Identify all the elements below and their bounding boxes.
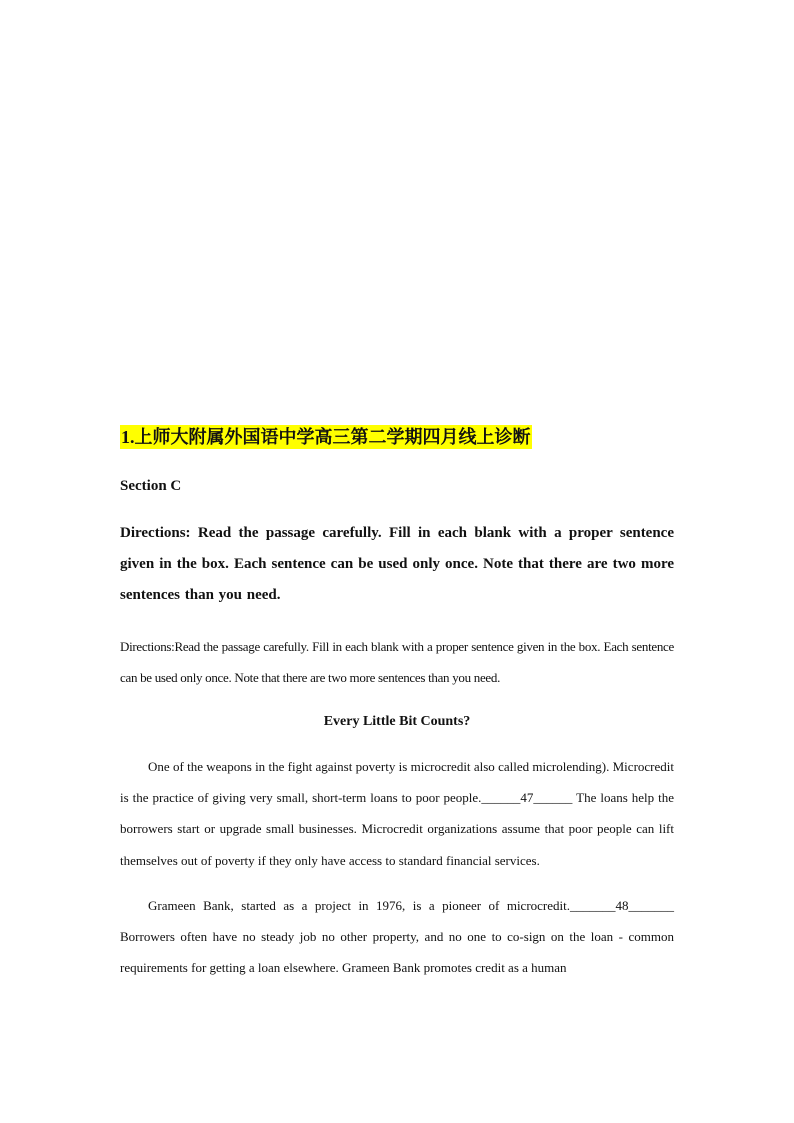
exam-heading bbox=[120, 422, 674, 452]
passage-paragraph-2 bbox=[120, 890, 674, 984]
passage-paragraph-1 bbox=[120, 751, 674, 876]
answer-blank-48: _______48_______ bbox=[570, 897, 674, 913]
paragraph-text: The loans help the borrowers start or upgrade small businesses. Microcredit organizations assume that poor people can lift themselves out of poverty if they only have access to standard financial services. bbox=[120, 790, 675, 868]
answer-blank-47: ______47______ bbox=[481, 790, 573, 806]
heading-highlight: 1.上师大附属外国语中学高三第二学期四月线上诊断 bbox=[121, 427, 531, 447]
paragraph-text: Borrowers often have no steady job no other property, and no one to co-sign on the loan - common requirements for getting a loan elsewhere. Grameen Bank promotes credit as a human bbox=[120, 929, 674, 976]
passage-title: Every Little Bit Counts? bbox=[323, 714, 471, 729]
directions-plain: Directions:Read the passage carefully. Fill in each blank with a proper sentence given in the box. Each sentence can be used only once. Note that there are two more sentences than you need. bbox=[120, 639, 674, 685]
document-page bbox=[120, 422, 674, 983]
section-label: Section C bbox=[120, 478, 182, 494]
directions-bold: Directions: Read the passage carefully. Fill in each blank with a proper sentence given in the box. Each sentence can be used only once. Note that there are two more sentences than you need. bbox=[120, 525, 674, 603]
paragraph-text: Grameen Bank, started as a project in 1976, is a pioneer of microcredit. bbox=[148, 897, 570, 913]
paragraph-text: One of the weapons in the fight against poverty is microcredit also called microlending). Microcredit is the practice of giving very small, short-term loans to poor people. bbox=[120, 759, 674, 806]
